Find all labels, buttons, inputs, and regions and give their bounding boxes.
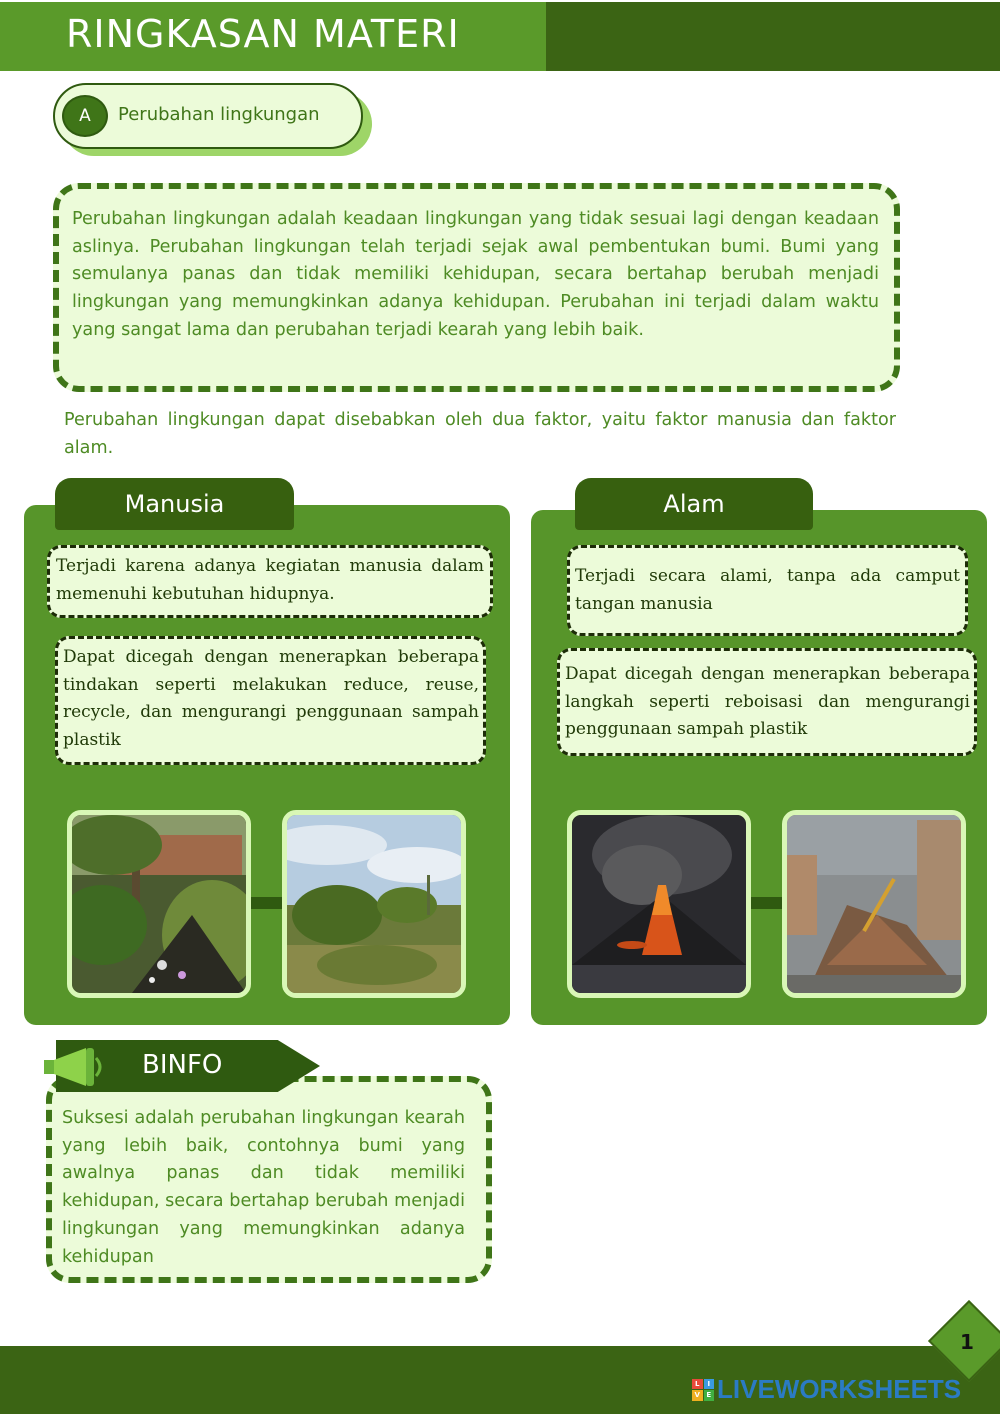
page-number: 1 [960, 1330, 974, 1354]
section-title: Perubahan lingkungan [118, 104, 320, 125]
causes-text: Perubahan lingkungan dapat disebabkan oleh dua faktor, yaitu faktor manusia dan faktor alam. [64, 410, 896, 458]
earthquake-ruins-photo [782, 810, 966, 998]
empty-field-image [287, 815, 461, 993]
photo-connector [747, 897, 785, 909]
polluted-ditch-image [72, 815, 246, 993]
intro-text: Perubahan lingkungan adalah keadaan lingkungan yang tidak sesuai lagi dengan keadaan aslinya. Perubahan lingkungan telah terjadi sejak awal pembentukan bumi. Bumi yang semulanya panas dan tidak memiliki kehidupan, secara bertahap berubah menjadi lingkungan yang memungkinkan adanya kehidupan. Perubahan ini terjadi dalam waktu yang sangat lama dan perubahan terjadi kearah yang lebih baik. [72, 209, 879, 340]
alam-cause-text: Terjadi secara alami, tanpa ada camput tangan manusia [575, 566, 960, 614]
logo-letter: V [692, 1390, 703, 1401]
manusia-prevent-text: Dapat dicegah dengan menerapkan beberapa tindakan seperti melakukan reduce, reuse, recycle, dan mengurangi penggunaan sampah plastik [63, 647, 479, 750]
polluted-ditch-photo [67, 810, 251, 998]
binfo-text: Suksesi adalah perubahan lingkungan kearah yang lebih baik, contohnya bumi yang awalnya panas dan tidak memiliki kehidupan, secara bertahap berubah menjadi lingkungan yang memungkinkan adanya kehidupan [62, 1108, 465, 1267]
liveworksheets-icon [692, 1379, 714, 1401]
manusia-tab: Manusia [55, 478, 294, 530]
manusia-cause-text: Terjadi karena adanya kegiatan manusia dalam memenuhi kebutuhan hidupnya. [56, 556, 484, 604]
header-bar-dark [546, 2, 1000, 71]
liveworksheets-logo[interactable] [692, 1374, 961, 1405]
logo-letter: E [704, 1390, 715, 1401]
alam-prevent-text: Dapat dicegah dengan menerapkan beberapa langkah seperti reboisasi dan mengurangi penggunaan sampah plastik [565, 664, 970, 739]
photo-connector [248, 897, 286, 909]
volcano-photo [567, 810, 751, 998]
logo-letter: L [692, 1379, 703, 1390]
alam-tab: Alam [575, 478, 813, 530]
section-letter-badge: A [62, 95, 108, 137]
page-title: RINGKASAN MATERI [66, 12, 460, 56]
megaphone-icon [44, 1046, 106, 1088]
earthquake-ruins-image [787, 815, 961, 993]
liveworksheets-text: LIVEWORKSHEETS [717, 1374, 962, 1404]
volcano-image [572, 815, 746, 993]
binfo-title: BINFO [142, 1050, 223, 1080]
empty-field-photo [282, 810, 466, 998]
logo-letter: I [704, 1379, 715, 1390]
